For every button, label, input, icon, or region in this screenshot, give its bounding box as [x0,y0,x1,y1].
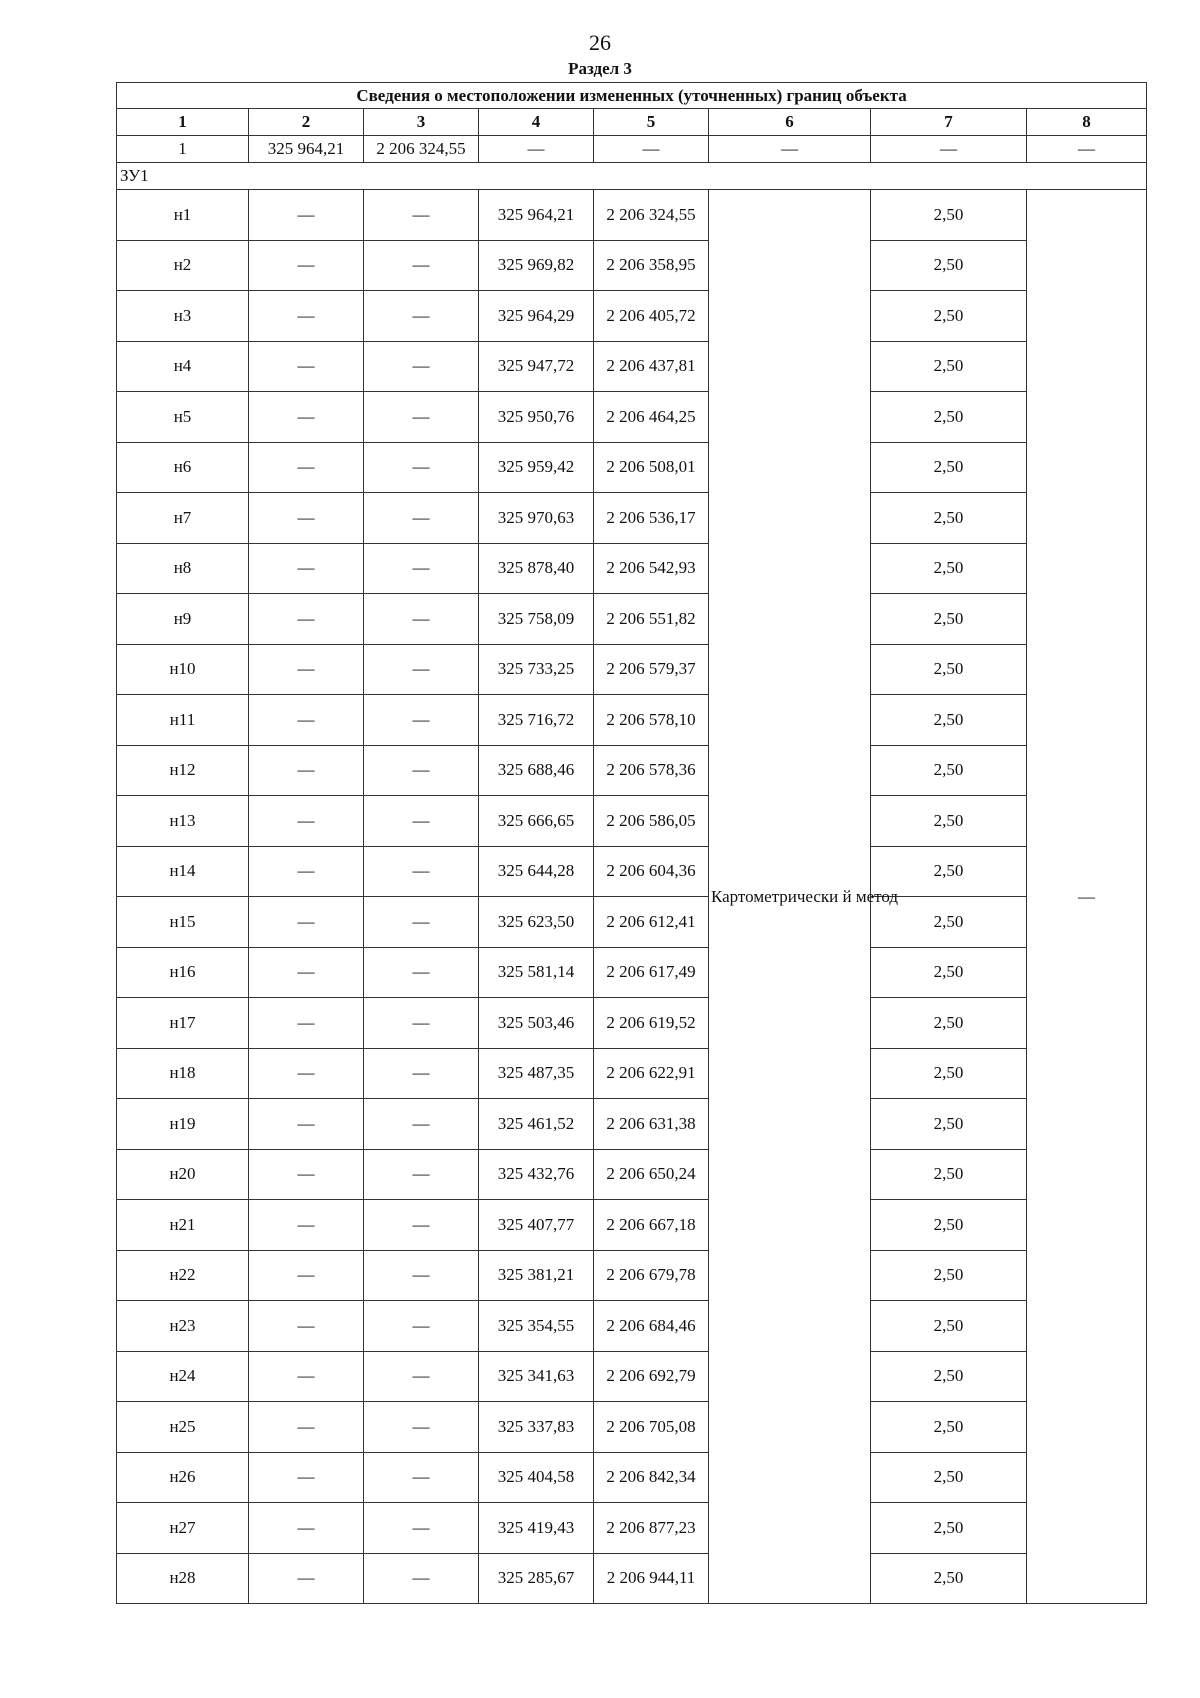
empty-coord-cell: — [364,897,479,948]
point-name-cell: н8 [117,543,249,594]
empty-coord-cell: — [364,341,479,392]
point-name-cell: н18 [117,1048,249,1099]
group-label: ЗУ1 [117,163,1147,190]
x-coordinate-cell: 325 432,76 [479,1149,594,1200]
y-coordinate-cell: 2 206 650,24 [594,1149,709,1200]
x-coordinate-cell: 325 758,09 [479,594,594,645]
empty-coord-cell: — [249,493,364,544]
accuracy-cell: 2,50 [871,442,1027,493]
accuracy-cell: 2,50 [871,240,1027,291]
empty-coord-cell: — [249,1553,364,1604]
y-coordinate-cell: 2 206 586,05 [594,796,709,847]
empty-coord-cell: — [364,442,479,493]
accuracy-cell: 2,50 [871,796,1027,847]
table-row [117,190,1147,241]
x-coordinate-cell: 325 688,46 [479,745,594,796]
x-coordinate-cell: 325 964,29 [479,291,594,342]
empty-coord-cell: — [364,1301,479,1352]
x-coordinate-cell: 325 970,63 [479,493,594,544]
point-name-cell: н12 [117,745,249,796]
table-row [117,1099,1147,1150]
point-name-cell: н19 [117,1099,249,1150]
accuracy-cell: 2,50 [871,695,1027,746]
point-name-cell: н11 [117,695,249,746]
accuracy-cell: 2,50 [871,745,1027,796]
y-coordinate-cell: 2 206 604,36 [594,846,709,897]
empty-coord-cell: — [249,1503,364,1554]
accuracy-cell: 2,50 [871,543,1027,594]
empty-coord-cell: — [364,745,479,796]
x-coordinate-cell: 325 950,76 [479,392,594,443]
x-coordinate-cell: 325 407,77 [479,1200,594,1251]
x-coordinate-cell: 325 733,25 [479,644,594,695]
y-coordinate-cell: 2 206 405,72 [594,291,709,342]
table-row [117,543,1147,594]
empty-coord-cell: — [249,796,364,847]
y-coordinate-cell: 2 206 631,38 [594,1099,709,1150]
empty-coord-cell: — [364,796,479,847]
y-coordinate-cell: 2 206 622,91 [594,1048,709,1099]
page-number: 26 [589,30,611,55]
accuracy-cell: 2,50 [871,1250,1027,1301]
x-coordinate-cell: 325 716,72 [479,695,594,746]
table-row [117,1503,1147,1554]
table-row [117,1452,1147,1503]
x-coordinate-cell: 325 623,50 [479,897,594,948]
point-name-cell: н17 [117,998,249,1049]
point-name-cell: н5 [117,392,249,443]
group-row [117,163,1147,190]
empty-coord-cell: — [249,1301,364,1352]
empty-coord-cell: — [364,594,479,645]
table-row [117,291,1147,342]
empty-coord-cell: — [364,998,479,1049]
x-coordinate-cell: 325 666,65 [479,796,594,847]
y-coordinate-cell: 2 206 578,36 [594,745,709,796]
empty-coord-cell: — [249,1351,364,1402]
accuracy-cell: 2,50 [871,1048,1027,1099]
y-coordinate-cell: 2 206 464,25 [594,392,709,443]
empty-coord-cell: — [364,1048,479,1099]
empty-coord-cell: — [249,240,364,291]
column-number: 4 [479,109,594,136]
empty-coord-cell: — [249,745,364,796]
empty-coord-cell: — [249,291,364,342]
table-row [117,1402,1147,1453]
boundaries-table [116,82,1147,1604]
point-name-cell: н4 [117,341,249,392]
empty-coord-cell: — [249,1048,364,1099]
x-coordinate-cell: 325 404,58 [479,1452,594,1503]
empty-coord-cell: — [364,190,479,241]
point-name-cell: н3 [117,291,249,342]
point-name-cell: н14 [117,846,249,897]
x-coordinate-cell: 325 487,35 [479,1048,594,1099]
y-coordinate-cell: 2 206 617,49 [594,947,709,998]
empty-coord-cell: — [249,1402,364,1453]
accuracy-cell: 2,50 [871,190,1027,241]
point-name-cell: н7 [117,493,249,544]
empty-coord-cell: — [249,644,364,695]
accuracy-cell: 2,50 [871,1351,1027,1402]
empty-coord-cell: — [249,897,364,948]
column-number: 1 [117,109,249,136]
x-coordinate-cell: 325 381,21 [479,1250,594,1301]
x-coordinate-cell: 325 947,72 [479,341,594,392]
empty-coord-cell: — [249,190,364,241]
empty-coord-cell: — [364,1149,479,1200]
accuracy-cell: 2,50 [871,1200,1027,1251]
x-coordinate-cell: 325 644,28 [479,846,594,897]
table-row [117,240,1147,291]
empty-coord-cell: — [364,1402,479,1453]
y-coordinate-cell: 2 206 536,17 [594,493,709,544]
empty-coord-cell: — [249,846,364,897]
column-numbers-row [117,109,1147,136]
empty-coord-cell: — [249,1099,364,1150]
table-row [117,1553,1147,1604]
table-row [117,1048,1147,1099]
point-name-cell: н15 [117,897,249,948]
table-title: Сведения о местоположении измененных (уточненных) границ объекта [117,83,1147,109]
empty-coord-cell: — [364,947,479,998]
point-name-cell: н27 [117,1503,249,1554]
x-coordinate-cell: 325 341,63 [479,1351,594,1402]
empty-coord-cell: — [364,240,479,291]
empty-coord-cell: — [364,291,479,342]
y-coordinate-cell: 2 206 358,95 [594,240,709,291]
empty-coord-cell: — [364,644,479,695]
x-coordinate-cell: 325 285,67 [479,1553,594,1604]
x-coordinate-cell: 325 503,46 [479,998,594,1049]
ref-cell: 325 964,21 [249,136,364,163]
empty-coord-cell: — [364,1503,479,1554]
accuracy-cell: 2,50 [871,846,1027,897]
point-name-cell: н20 [117,1149,249,1200]
table-row [117,493,1147,544]
column-number: 7 [871,109,1027,136]
empty-coord-cell: — [249,947,364,998]
point-name-cell: н13 [117,796,249,847]
accuracy-cell: 2,50 [871,1149,1027,1200]
empty-coord-cell: — [249,998,364,1049]
y-coordinate-cell: 2 206 578,10 [594,695,709,746]
accuracy-cell: 2,50 [871,1099,1027,1150]
x-coordinate-cell: 325 354,55 [479,1301,594,1352]
accuracy-cell: 2,50 [871,897,1027,948]
empty-coord-cell: — [249,594,364,645]
point-name-cell: н21 [117,1200,249,1251]
accuracy-cell: 2,50 [871,947,1027,998]
x-coordinate-cell: 325 959,42 [479,442,594,493]
table-row [117,695,1147,746]
empty-coord-cell: — [364,1553,479,1604]
table-row [117,1250,1147,1301]
ref-cell: — [479,136,594,163]
empty-coord-cell: — [364,392,479,443]
empty-coord-cell: — [249,1200,364,1251]
y-coordinate-cell: 2 206 508,01 [594,442,709,493]
accuracy-cell: 2,50 [871,341,1027,392]
empty-coord-cell: — [364,543,479,594]
column-number: 3 [364,109,479,136]
table-row [117,796,1147,847]
x-coordinate-cell: 325 878,40 [479,543,594,594]
point-name-cell: н25 [117,1402,249,1453]
x-coordinate-cell: 325 969,82 [479,240,594,291]
empty-coord-cell: — [249,1149,364,1200]
ref-cell: — [594,136,709,163]
y-coordinate-cell: 2 206 684,46 [594,1301,709,1352]
y-coordinate-cell: 2 206 679,78 [594,1250,709,1301]
column-8-cell: — [1027,190,1147,1604]
accuracy-cell: 2,50 [871,998,1027,1049]
y-coordinate-cell: 2 206 437,81 [594,341,709,392]
accuracy-cell: 2,50 [871,644,1027,695]
accuracy-cell: 2,50 [871,291,1027,342]
table-row [117,442,1147,493]
y-coordinate-cell: 2 206 579,37 [594,644,709,695]
point-name-cell: н26 [117,1452,249,1503]
x-coordinate-cell: 325 419,43 [479,1503,594,1554]
y-coordinate-cell: 2 206 877,23 [594,1503,709,1554]
accuracy-cell: 2,50 [871,1452,1027,1503]
table-row [117,644,1147,695]
y-coordinate-cell: 2 206 612,41 [594,897,709,948]
empty-coord-cell: — [364,493,479,544]
ref-cell: — [709,136,871,163]
accuracy-cell: 2,50 [871,392,1027,443]
x-coordinate-cell: 325 461,52 [479,1099,594,1150]
table-row [117,341,1147,392]
empty-coord-cell: — [249,442,364,493]
empty-coord-cell: — [364,1250,479,1301]
ref-cell: — [871,136,1027,163]
point-name-cell: н22 [117,1250,249,1301]
table-row [117,846,1147,897]
empty-coord-cell: — [364,1351,479,1402]
table-row [117,897,1147,948]
ref-cell: 1 [117,136,249,163]
x-coordinate-cell: 325 581,14 [479,947,594,998]
y-coordinate-cell: 2 206 542,93 [594,543,709,594]
ref-cell: 2 206 324,55 [364,136,479,163]
y-coordinate-cell: 2 206 551,82 [594,594,709,645]
table-row [117,745,1147,796]
column-number: 2 [249,109,364,136]
reference-row [117,136,1147,163]
table-row [117,1301,1147,1352]
method-cell: Картометрически й метод [709,190,871,1604]
x-coordinate-cell: 325 964,21 [479,190,594,241]
table-row [117,1351,1147,1402]
ref-cell: — [1027,136,1147,163]
empty-coord-cell: — [364,695,479,746]
table-row [117,1149,1147,1200]
accuracy-cell: 2,50 [871,594,1027,645]
table-row [117,947,1147,998]
accuracy-cell: 2,50 [871,1553,1027,1604]
empty-coord-cell: — [364,1099,479,1150]
y-coordinate-cell: 2 206 705,08 [594,1402,709,1453]
accuracy-cell: 2,50 [871,1503,1027,1554]
empty-coord-cell: — [249,1452,364,1503]
empty-coord-cell: — [249,543,364,594]
table-row [117,392,1147,443]
point-name-cell: н10 [117,644,249,695]
table-row [117,1200,1147,1251]
section-title: Раздел 3 [568,59,632,78]
x-coordinate-cell: 325 337,83 [479,1402,594,1453]
point-name-cell: н28 [117,1553,249,1604]
column-number: 5 [594,109,709,136]
accuracy-cell: 2,50 [871,493,1027,544]
table-row [117,998,1147,1049]
y-coordinate-cell: 2 206 842,34 [594,1452,709,1503]
column-number: 8 [1027,109,1147,136]
point-name-cell: н1 [117,190,249,241]
accuracy-cell: 2,50 [871,1301,1027,1352]
empty-coord-cell: — [364,1200,479,1251]
y-coordinate-cell: 2 206 944,11 [594,1553,709,1604]
accuracy-cell: 2,50 [871,1402,1027,1453]
point-name-cell: н16 [117,947,249,998]
y-coordinate-cell: 2 206 324,55 [594,190,709,241]
empty-coord-cell: — [249,1250,364,1301]
y-coordinate-cell: 2 206 692,79 [594,1351,709,1402]
column-number: 6 [709,109,871,136]
point-name-cell: н23 [117,1301,249,1352]
empty-coord-cell: — [249,392,364,443]
empty-coord-cell: — [364,846,479,897]
table-row [117,594,1147,645]
point-name-cell: н9 [117,594,249,645]
y-coordinate-cell: 2 206 619,52 [594,998,709,1049]
empty-coord-cell: — [364,1452,479,1503]
point-name-cell: н24 [117,1351,249,1402]
empty-coord-cell: — [249,695,364,746]
empty-coord-cell: — [249,341,364,392]
y-coordinate-cell: 2 206 667,18 [594,1200,709,1251]
point-name-cell: н6 [117,442,249,493]
point-name-cell: н2 [117,240,249,291]
